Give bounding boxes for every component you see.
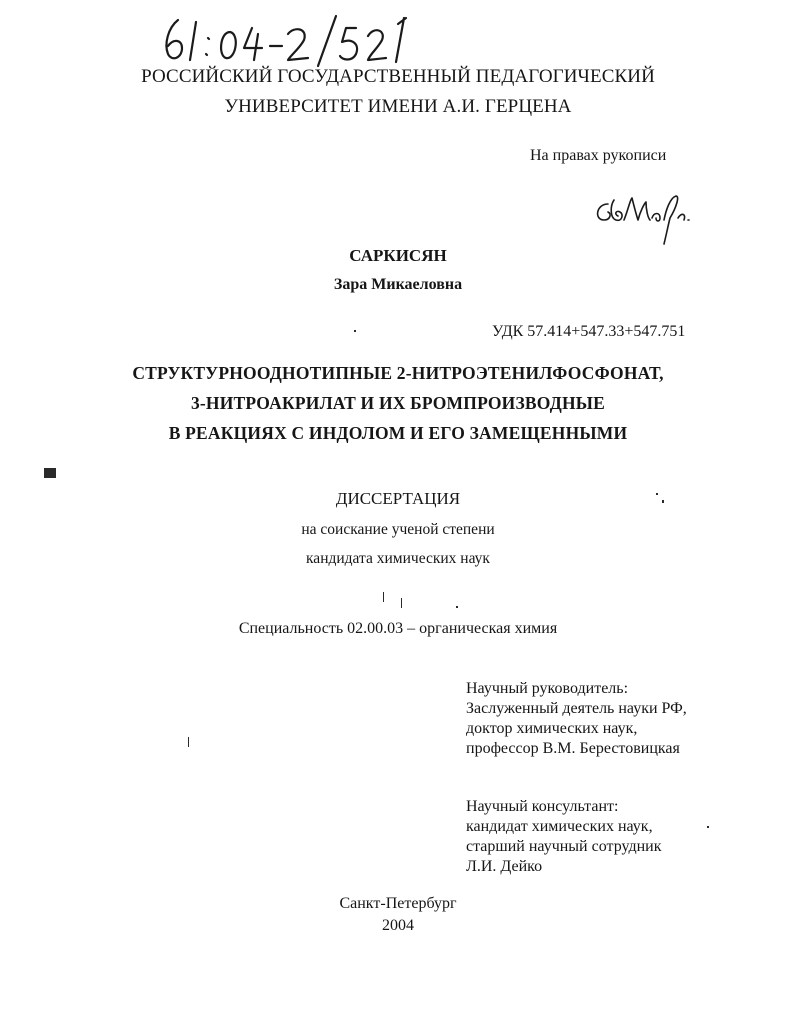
supervisor-line-3: профессор В.М. Берестовицкая	[466, 740, 680, 757]
scan-speck	[456, 606, 458, 608]
dissertation-title-line-1: СТРУКТУРНООДНОТИПНЫЕ 2-НИТРОЭТЕНИЛФОСФОНАТ,	[132, 363, 664, 383]
dissertation-title-line-2: 3-НИТРОАКРИЛАТ И ИХ БРОМПРОИЗВОДНЫЕ	[190, 393, 606, 413]
supervisor-line-1: Заслуженный деятель науки РФ,	[466, 700, 687, 717]
scan-speck	[383, 592, 384, 602]
scan-speck	[401, 598, 402, 608]
supervisor-heading: Научный руководитель:	[466, 680, 629, 697]
publication-city: Санкт-Петербург	[339, 895, 457, 912]
manuscript-rights-note: На правах рукописи	[530, 147, 667, 164]
consultant-heading: Научный консультант:	[466, 798, 619, 815]
scan-speck	[656, 493, 658, 495]
consultant-line-2: старший научный сотрудник	[466, 838, 662, 855]
specialty-line: Специальность 02.00.03 – органическая химия	[238, 620, 558, 637]
scan-speck	[707, 826, 709, 828]
author-signature	[590, 190, 700, 250]
supervisor-line-2: доктор химических наук,	[466, 720, 638, 737]
university-name-line-2: УНИВЕРСИТЕТ ИМЕНИ А.И. ГЕРЦЕНА	[224, 96, 572, 117]
degree-line-2: кандидата химических наук	[306, 550, 490, 567]
scan-speck	[188, 737, 189, 747]
archive-code-handwriting	[160, 8, 420, 68]
consultant-line-1: кандидат химических наук,	[466, 818, 653, 835]
dissertation-title-line-3: В РЕАКЦИЯХ С ИНДОЛОМ И ЕГО ЗАМЕЩЕННЫМИ	[168, 423, 628, 443]
author-given-name: Зара Микаеловна	[333, 276, 463, 293]
dissertation-label: ДИССЕРТАЦИЯ	[335, 489, 461, 508]
scan-speck	[44, 468, 56, 478]
consultant-line-3: Л.И. Дейко	[466, 858, 543, 875]
university-name-line-1: РОССИЙСКИЙ ГОСУДАРСТВЕННЫЙ ПЕДАГОГИЧЕСКИЙ	[141, 66, 655, 87]
publication-year: 2004	[382, 917, 414, 934]
scan-speck	[662, 500, 664, 503]
degree-line-1: на соискание ученой степени	[301, 521, 495, 538]
udk-code: УДК 57.414+547.33+547.751	[492, 323, 686, 340]
scan-speck	[354, 330, 356, 332]
author-surname: САРКИСЯН	[349, 246, 447, 265]
